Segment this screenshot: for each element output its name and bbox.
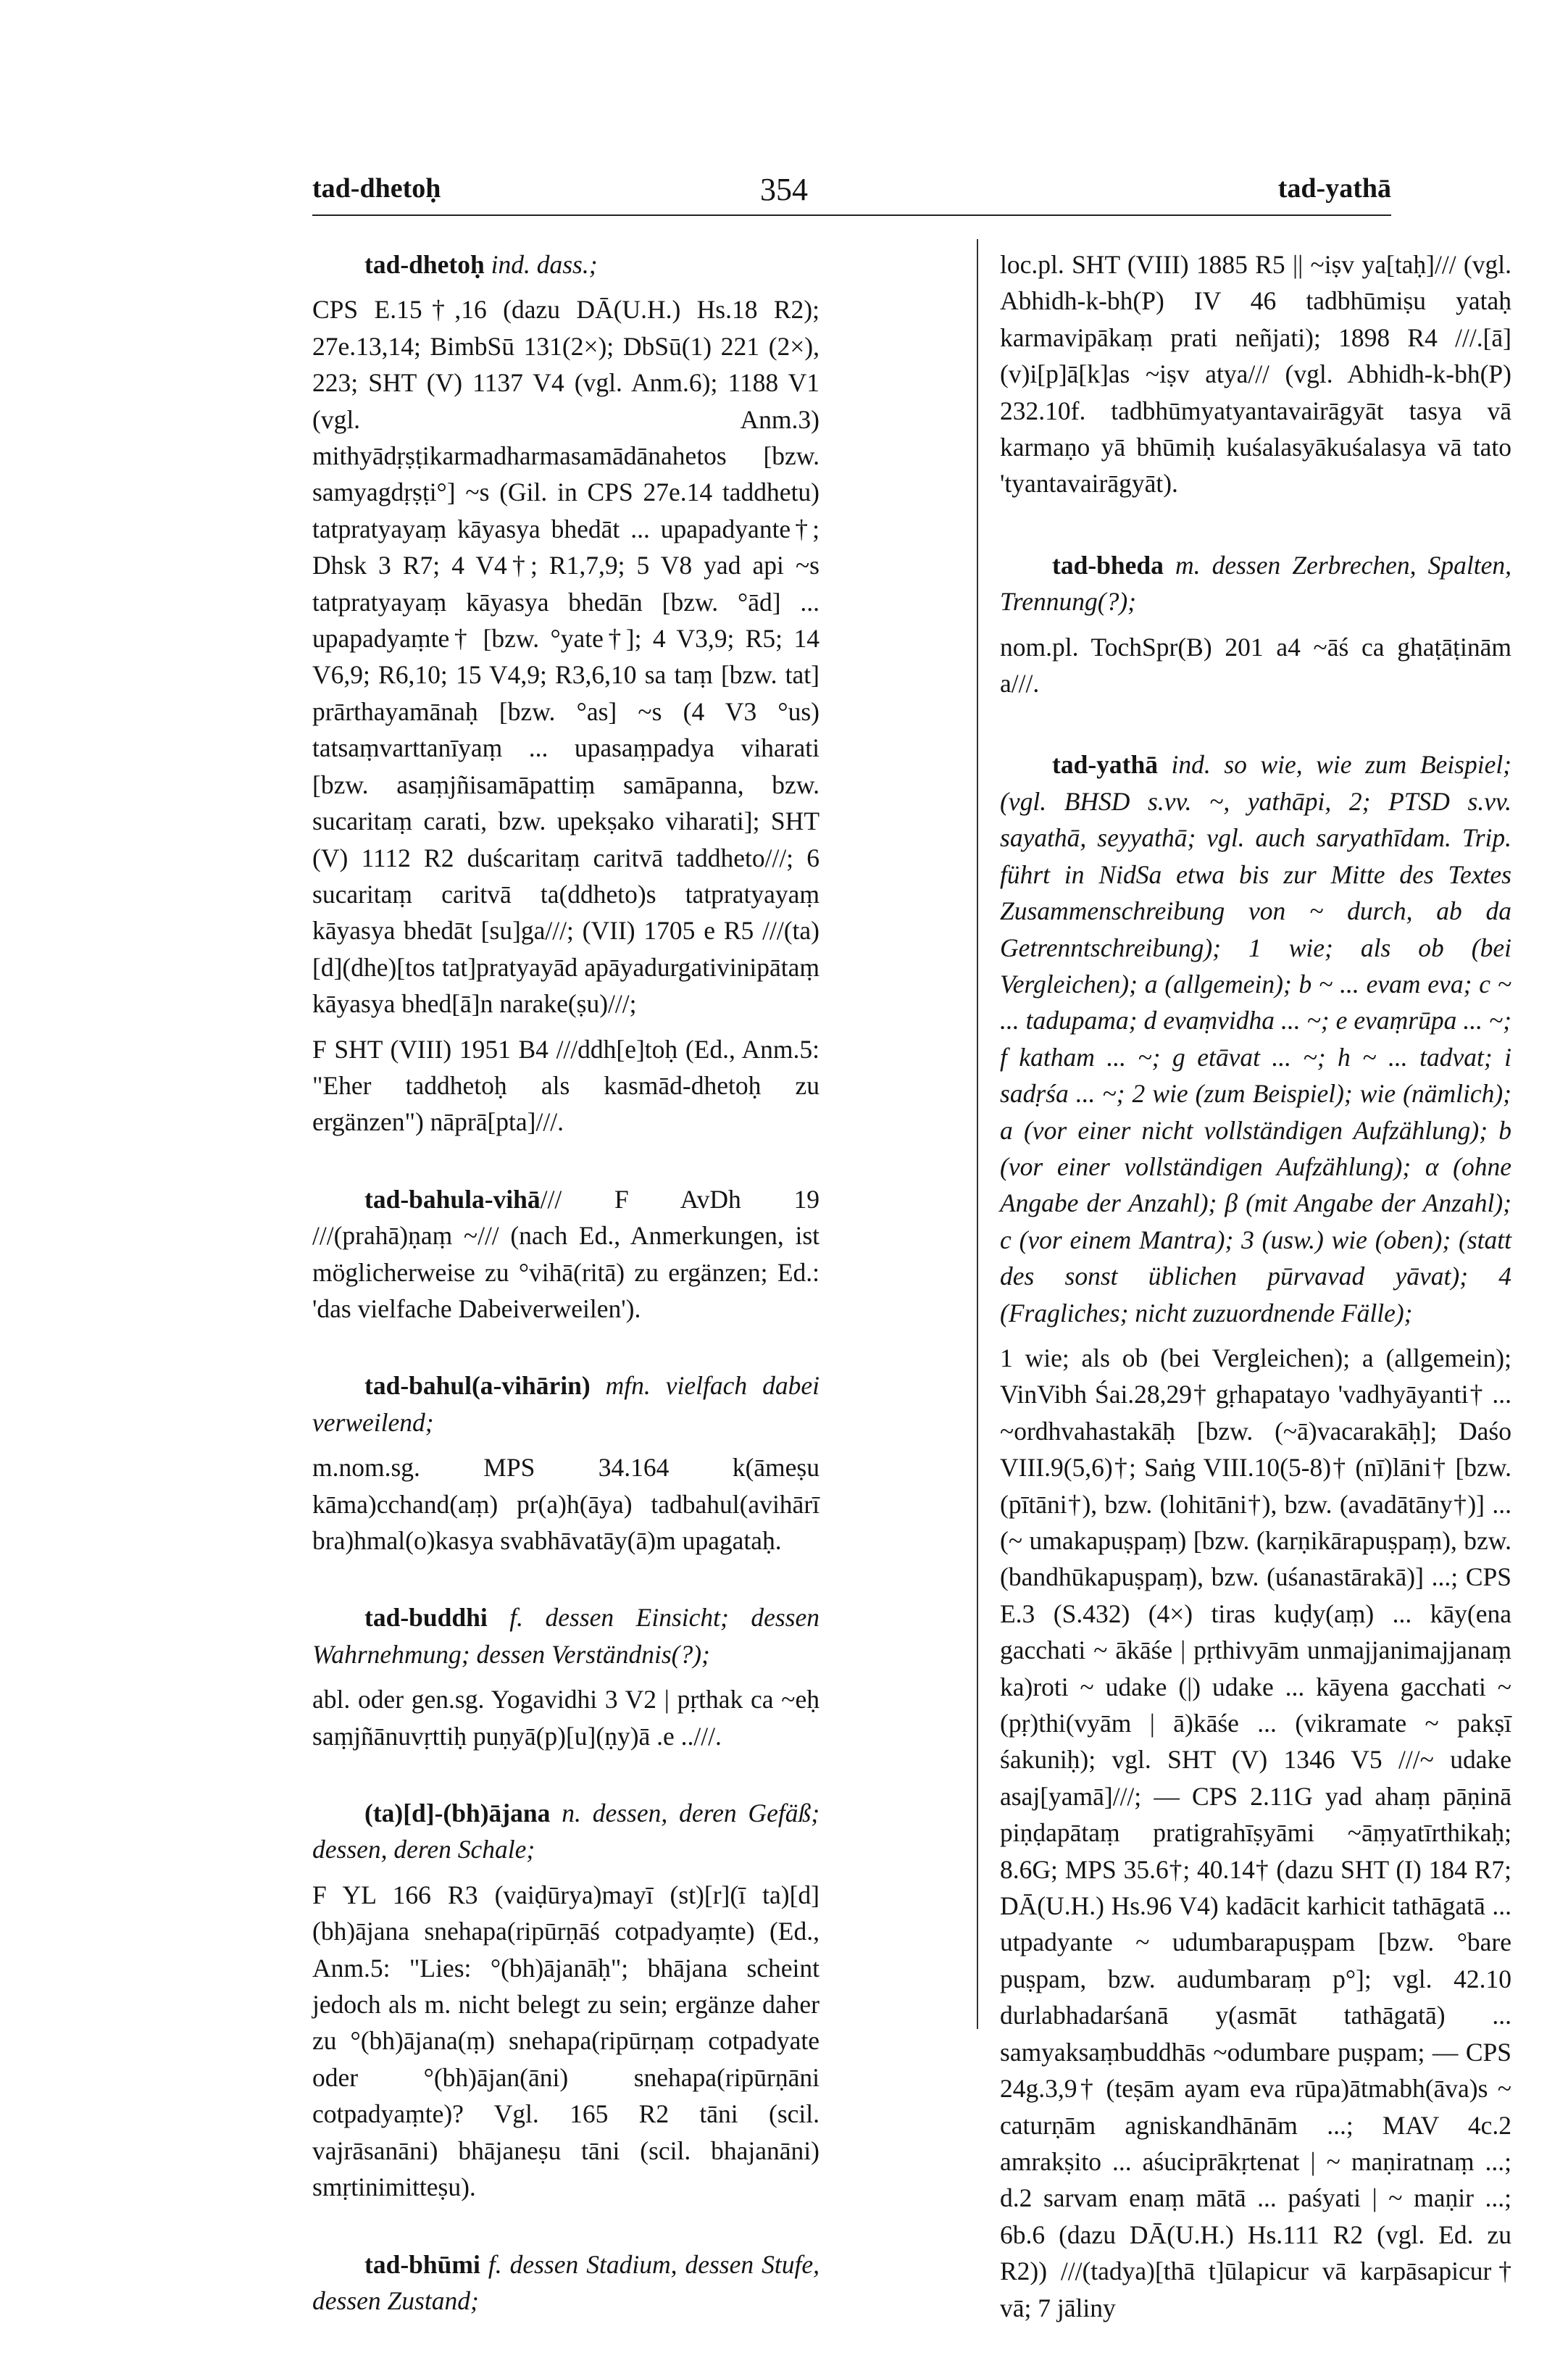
running-head-left: tad-dhetoḥ [312,173,441,204]
entry-citation: loc.pl. SHT (VIII) 1885 R5 || ~iṣv ya[taḥ]/// (vgl. Abhidh-k-bh(P) IV 46 tadbhūmiṣu yataḥ karmavipākaṃ prati neñjati); 1898 R4 ///.[ā](v)i[p]ā[k]as ~iṣv atya/// (vgl. Abhidh-k-bh(P) 232.10f. tadbhūmyatyantavairāgyāt tasya vā karmaṇo yā bhūmiḥ kuśalasyākuśalasya vā tato 'tyantavairāgyāt). [1000,250,1511,499]
running-head-right: tad-yathā [1277,173,1391,204]
left-column [312,246,820,2359]
dictionary-entry [312,1181,820,1328]
headword: tad-buddhi [364,1603,488,1633]
gloss: f. dessen Stadium, dessen Stufe, dessen Zustand; [312,2249,820,2315]
dictionary-entry [1000,547,1511,702]
entry-citation: nom.pl. TochSpr(B) 201 a4 ~āś ca ghaṭāṭinām a///. [1000,632,1511,699]
entry-lemma-line [312,1181,820,1328]
dictionary-entry [312,1599,820,1754]
headword: tad-bahul(a-vihārin) [364,1371,591,1401]
gloss: n. dessen, deren Gefäß; dessen, deren Schale; [312,1799,820,1864]
headword: tad-yathā [1052,750,1158,780]
gloss: ind. dass.; [491,250,598,279]
dictionary-entry [312,246,820,1141]
entry-lemma-line [312,1599,820,1672]
headword: tad-bhūmi [364,2249,480,2279]
gloss: f. dessen Einsicht; dessen Wahrnehmung; dessen Verständnis(?); [312,1603,820,1669]
column-divider [977,239,978,2029]
entry-lemma-line [1000,746,1511,1331]
headword: tad-dhetoḥ [364,250,485,279]
dictionary-entry [312,2246,820,2320]
headword: tad-bheda [1052,550,1164,580]
gloss: ind. so wie, wie zum Beispiel; (vgl. BHSD s.vv. ~, yathāpi, 2; PTSD s.vv. sayathā, seyyathā; vgl. auch saryathīdam. Trip. führt in NidSa etwa bis zur Mitte des Textes Zusammenschreibung von ~ durch, ab da Getrenntschreibung); 1 wie; als ob (bei Vergleichen); a (allgemein); b ~ ... evam eva; c ~ ... tadupama; d evaṃvidha ... ~; e evaṃrūpa ... ~; f katham ... ~; g etāvat ... ~; h ~ ... tadvat; i sadṛśa ... ~; 2 wie (zum Beispiel); wie (nämlich); a (vor einer nicht vollständigen Aufzählung); b (vor einer vollständigen Aufzählung); α (ohne Angabe der Anzahl); β (mit Angabe der Anzahl); c (vor einem Mantra); 3 (usw.) wie (oben); (statt des sonst üblichen pūrvavad yāvat); 4 (Fragliches; nicht zuzuordnende Fälle); [1000,750,1512,1328]
dictionary-entry [312,1367,820,1559]
entry-citation: 1 wie; als ob (bei Vergleichen); a (allgemein); VinVibh Śai.28,29† gṛhapatayo 'vadhyāyanti† ... ~ordhvahastakāḥ [bzw. (~ā)vacarakāḥ]; Daśo VIII.9(5,6)†; Saṅg VIII.10(5-8)† (nī)lāni† [bzw. (pītāni†), bzw. (lohitāni†), bzw. (avadātāny†)] ... (~ umakapuṣpaṃ) [bzw. (karṇikārapuṣpaṃ), bzw. (bandhūkapuṣpaṃ), bzw. (uśanastārakā)] ...; CPS E.3 (S.432) (4×) tiras kuḍy(aṃ) ... kāy(ena gacchati ~ ākāśe | pṛthivyām unmajjanimajjanaṃ ka)roti ~ udake (|) udake ... kāyena gacchati ~ (pṛ)thi(vyām | ā)kāśe ... (vikramate ~ pakṣī śakuniḥ); vgl. SHT (V) 1346 V5 ///~ udake asaj[yamā]///; — CPS 2.11G yad ahaṃ pāṇinā piṇḍapātaṃ pratigrahīṣyāmi ~āṃyatīrthikaḥ; 8.6G; MPS 35.6†; 40.14† (dazu SHT (I) 184 R7; DĀ(U.H.) Hs.96 V4) kadācit karhicit tathāgatā ... utpadyante ~ udumbarapuṣpam [bzw. °bare puṣpam, bzw. audumbaraṃ p°]; vgl. 42.10 durlabhadarśanā y(asmāt tathāgatā) ... samyaksaṃbuddhās ~odumbare puṣpam; — CPS 24g.3,9† (teṣām ayam eva rūpa)ātmabh(āva)s ~ caturṇām agniskandhānām ...; MAV 4c.2 amrakṣito ... aśuciprākṛtenat | ~ maṇiratnaṃ ...; d.2 sarvam enaṃ mātā ... paśyati | ~ maṇir ...; 6b.6 (dazu DĀ(U.H.) Hs.111 R2 (vgl. Ed. zu R2)) ///(tadya)[thā t]ūlapicur vā karpāsapicur† vā; 7 jāliny [1000,1343,1511,2322]
entry-citation: CPS E.15†,16 (dazu DĀ(U.H.) Hs.18 R2); 27e.13,14; BimbSū 131(2×); DbSū(1) 221 (2×), 223; SHT (V) 1137 V4 (vgl. Anm.6); 1188 V1 (vgl. Anm.3) mithyādṛṣṭikarmadharmasamādānahetos [bzw. samyagdṛṣṭi°] ~s (Gil. in CPS 27e.14 taddhetu) tatpratyayaṃ kāyasya bhedāt ... upapadyante†; Dhsk 3 R7; 4 V4†; R1,7,9; 5 V8 yad api ~s tatpratyayaṃ kāyasya bhedān [bzw. °ād] ... upapadyaṃte† [bzw. °yate†]; 4 V3,9; R5; 14 V6,9; R6,10; 15 V4,9; R3,6,10 sa taṃ [bzw. tat] prārthayamānaḥ [bzw. °as] ~s (4 V3 °us) tatsaṃvarttanīyaṃ ... upasaṃpadya viharati [bzw. asaṃjñisamāpattiṃ samāpanna, bzw. sucaritaṃ carati, bzw. upekṣako viharati]; SHT (V) 1112 R2 duścaritaṃ caritvā taddheto///; 6 sucaritaṃ caritvā ta(ddheto)s tatpratyayaṃ kāyasya bhedāt [su]ga///; (VII) 1705 e R5 ///(ta)[d](dhe)[tos tat]pratyayād apāyadurgativinipātaṃ kāyasya bhed[ā]n narake(ṣu)///; [312,295,820,1019]
page-number: 354 [760,172,808,207]
entry-citation: m.nom.sg. MPS 34.164 k(āmeṣu kāma)cchand(aṃ) pr(a)h(āya) tadbahul(avihārī bra)hmal(o)kasya svabhāvatāy(ā)m upagataḥ. [312,1453,820,1555]
entry-citation: F SHT (VIII) 1951 B4 ///ddh[e]toḥ (Ed., Anm.5: "Eher taddhetoḥ als kasmād-dhetoḥ zu ergänzen") nāprā[pta]///. [312,1034,820,1137]
entry-citation: F YL 166 R3 (vaiḍūrya)mayī (st)[r](ī ta)[d](bh)ājana snehapa(ripūrṇāś cotpadyaṃte) (Ed., Anm.5: "Lies: °(bh)ājanāḥ"; bhājana scheint jedoch als m. nicht belegt zu sein; ergänze daher zu °(bh)ājana(ṃ) snehapa(ripūrṇaṃ cotpadyate oder °(bh)ājan(āni) snehapa(ripūrṇāni cotpadyaṃte)? Vgl. 165 R2 tāni (scil. vajrāsanāni) bhājaneṣu tāni (scil. bhajanāni) smṛtinimitteṣu). [312,1880,820,2202]
header-rule [312,214,1391,216]
entry-lemma-line [1000,547,1511,620]
right-column [1000,246,1511,2371]
entry-lemma-line [312,1367,820,1441]
entry-lemma-line [312,2246,820,2320]
gloss: m. dessen Zerbrechen, Spalten, Trennung(?); [1000,550,1511,617]
headword: tad-bahula-vihā [364,1184,541,1214]
gloss: /// F AvDh 19 ///(prahā)ṇaṃ ~/// (nach Ed., Anmerkungen, ist möglicherweise zu °vihā(ritā) zu ergänzen; Ed.: 'das vielfache Dabeiverweilen'). [312,1184,820,1323]
entry-lemma-line [312,1795,820,1868]
dictionary-entry [312,1795,820,2205]
headword: (ta)[d]-(bh)ājana [364,1799,551,1828]
entry-continuation [1000,246,1511,502]
dictionary-entry [1000,746,1511,2325]
page-header [0,0,1568,217]
gloss: mfn. vielfach dabei verweilend; [312,1371,820,1437]
entry-lemma-line [312,246,820,283]
entry-citation: abl. oder gen.sg. Yogavidhi 3 V2 | pṛthak ca ~eḥ saṃjñānuvṛttiḥ puṇyā(p)[u](ṇy)ā .e ..///. [312,1685,820,1751]
